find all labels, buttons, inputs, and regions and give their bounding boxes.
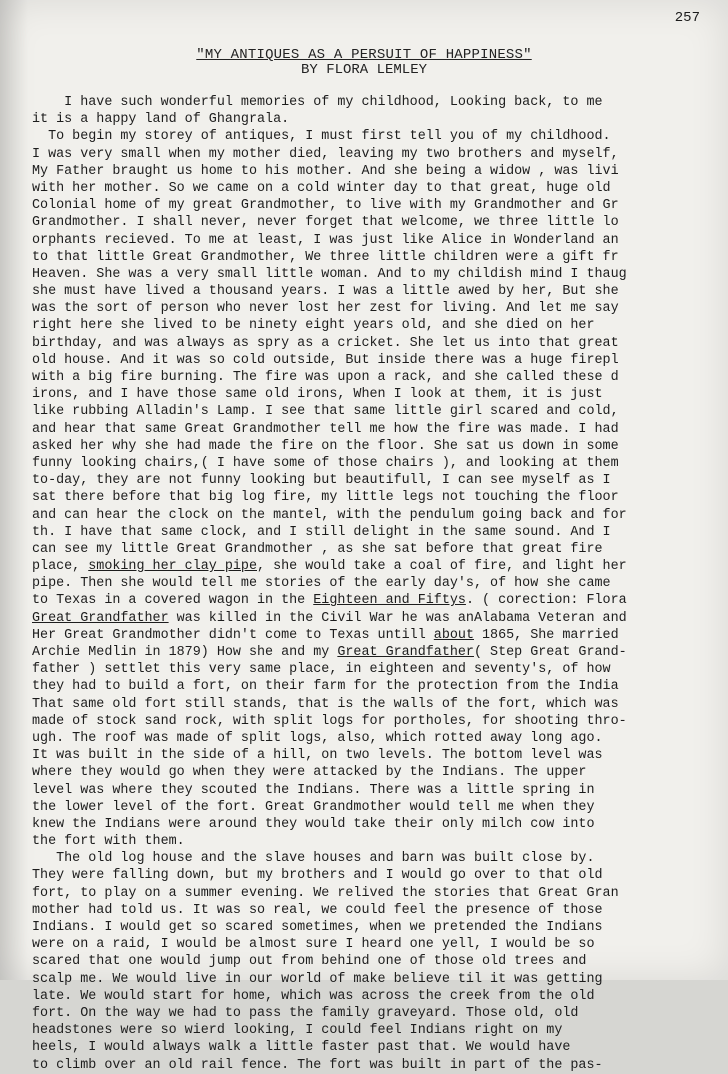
text-line: to Texas in a covered wagon in the Eighteen and Fiftys. ( corection: Flora <box>32 593 627 609</box>
text-line: fort, to play on a summer evening. We relived the stories that Great Gran <box>32 885 619 901</box>
text-line: were on a raid, I would be almost sure I heard one yell, I would be so <box>32 937 595 953</box>
body-text <box>32 94 722 1073</box>
text-line: It was built in the side of a hill, on two levels. The bottom level was <box>32 748 603 764</box>
text-line: old house. And it was so cold outside, But inside there was a huge firepl <box>32 352 619 368</box>
text-line: ugh. The roof was made of split logs, also, which rotted away long ago. <box>32 730 603 746</box>
text-line: Her Great Grandmother didn't come to Texas untill about 1865, She married <box>32 627 619 643</box>
text-line: heels, I would always walk a little faster past that. We would have <box>32 1040 571 1056</box>
text-line: late. We would start for home, which was across the creek from the old <box>32 988 595 1004</box>
text-line: birthday, and was always as spry as a cricket. She let us into that great <box>32 335 619 351</box>
text-line: asked her why she had made the fire on the floor. She sat us down in some <box>32 438 619 454</box>
text-line: funny looking chairs,( I have some of those chairs ), and looking at them <box>32 455 619 471</box>
text-line: they had to build a fort, on their farm for the protection from the India <box>32 679 619 695</box>
text-line: pipe. Then she would tell me stories of the early day's, of how she came <box>32 576 611 592</box>
text-line: where they would go when they were attacked by the Indians. The upper <box>32 765 587 781</box>
text-line: place, smoking her clay pipe, she would take a coal of fire, and light her <box>32 559 627 575</box>
text-line: the fort with them. <box>32 834 185 850</box>
text-line: with her mother. So we came on a cold winter day to that great, huge old <box>32 180 611 196</box>
underlined-phrase: smoking her clay pipe <box>88 559 257 575</box>
underlined-phrase: Great Grandfather <box>32 610 169 626</box>
text-line: made of stock sand rock, with split logs for portholes, for shooting thro- <box>32 713 627 729</box>
text-line: headstones were so wierd looking, I could feel Indians right on my <box>32 1023 563 1039</box>
text-line: can see my little Great Grandmother , as she sat before that great fire <box>32 541 603 557</box>
text-line: right here she lived to be ninety eight years old, and she died on her <box>32 318 595 334</box>
text-line: knew the Indians were around they would take their only milch cow into <box>32 816 595 832</box>
text-line: like rubbing Alladin's Lamp. I see that same little girl scared and cold, <box>32 404 619 420</box>
underlined-phrase: about <box>433 627 474 643</box>
text-line: Colonial home of my great Grandmother, to live with my Grandmother and Gr <box>32 198 619 214</box>
underlined-phrase: Great Grandfather <box>337 645 474 660</box>
title-block <box>0 48 728 78</box>
text-line: the lower level of the fort. Great Grandmother would tell me when they <box>32 799 595 815</box>
text-line: orphants recieved. To me at least, I was just like Alice in Wonderland an <box>32 232 619 248</box>
text-line: irons, and I have those same old irons, When I look at them, it is just <box>32 387 603 403</box>
text-line: to-day, they are not funny looking but beautifull, I can see myself as I <box>32 473 611 489</box>
text-line: to climb over an old rail fence. The fort was built in part of the pas- <box>32 1057 603 1073</box>
text-line: I have such wonderful memories of my childhood, Looking back, to me <box>32 95 603 110</box>
text-line: th. I have that same clock, and I still delight in the same sound. And I <box>32 524 611 540</box>
text-line: To begin my storey of antiques, I must first tell you of my childhood. <box>32 129 611 145</box>
text-line: scared that one would jump out from behind one of those old trees and <box>32 954 587 970</box>
text-line: Grandmother. I shall never, never forget that welcome, we three little lo <box>32 215 619 231</box>
text-line: and can hear the clock on the mantel, with the pendulum going back and for <box>32 507 627 523</box>
text-line: level was where they scouted the Indians. There was a little spring in <box>32 782 595 798</box>
text-line: it is a happy land of Ghangrala. <box>32 112 290 128</box>
text-line: That same old fort still stands, that is the walls of the fort, which was <box>32 696 619 712</box>
text-line: fort. On the way we had to pass the family graveyard. Those old, old <box>32 1005 579 1021</box>
text-line: and hear that same Great Grandmother tell me how the fire was made. I had <box>32 421 619 437</box>
text-line: My Father braught us home to his mother. And she being a widow , was livi <box>32 163 619 179</box>
text-line: she must have lived a thousand years. I was a little awed by her, But she <box>32 284 619 300</box>
text-line: was the sort of person who never lost her zest for living. And let me say <box>32 301 619 317</box>
text-line: I was very small when my mother died, leaving my two brothers and myself, <box>32 146 619 162</box>
text-line: They were falling down, but my brothers and I would go over to that old <box>32 868 603 884</box>
text-line: father ) settlet this very same place, in eighteen and seventy's, of how <box>32 662 611 678</box>
text-line: with a big fire burning. The fire was upon a rack, and she called these d <box>32 370 619 385</box>
text-line: mother had told us. It was so real, we could feel the presence of those <box>32 902 603 918</box>
text-line: to that little Great Grandmother, We three little children were a gift fr <box>32 249 619 265</box>
document-title: "MY ANTIQUES AS A PERSUIT OF HAPPINESS" <box>196 47 532 63</box>
document-byline: BY FLORA LEMLEY <box>300 62 428 78</box>
text-line: Archie Medlin in 1879) How she and my Great Grandfather( Step Great Grand- <box>32 645 627 660</box>
text-line: Great Grandfather was killed in the Civil War he was anAlabama Veteran and <box>32 610 627 626</box>
text-line: The old log house and the slave houses and barn was built close by. <box>32 851 595 867</box>
page-number: 257 <box>674 10 700 26</box>
underlined-phrase: Eighteen and Fiftys <box>313 593 466 609</box>
text-line: Indians. I would get so scared sometimes, when we pretended the Indians <box>32 920 603 935</box>
text-line: scalp me. We would live in our world of make believe til it was getting <box>32 971 603 987</box>
page-spine-shadow <box>0 0 28 980</box>
text-line: sat there before that big log fire, my little legs not touching the floor <box>32 490 619 506</box>
text-line: Heaven. She was a very small little woman. And to my childish mind I thaug <box>32 266 627 282</box>
